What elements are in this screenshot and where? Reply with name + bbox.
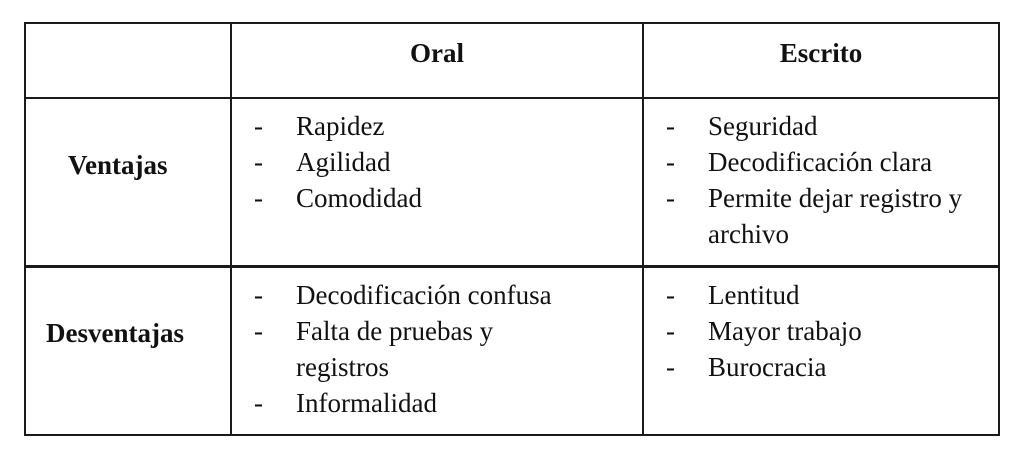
list-ventajas-oral [232,108,642,216]
list-desventajas-escrito [644,277,998,385]
dash-bullet: - [254,316,263,346]
cell-ventajas-escrito [644,108,998,252]
dash-bullet: - [666,280,675,310]
header-cell-escrito [644,40,998,67]
cell-ventajas-oral [232,108,642,216]
dash-bullet: - [254,183,263,213]
list-item-text: Falta de pruebas y registros [296,316,494,382]
comparison-table [24,22,1000,436]
row-label-desventajas [46,320,230,347]
list-item [232,313,546,385]
list-item [644,144,998,180]
cell-desventajas-escrito [644,277,998,385]
list-item-text: Rapidez [296,111,385,141]
dash-bullet: - [254,111,263,141]
list-item-text: Burocracia [708,352,827,382]
list-item-text: Mayor trabajo [708,316,862,346]
list-item-text: Lentitud [708,280,800,310]
list-item [232,108,642,144]
header-cell-oral [232,40,642,67]
dash-bullet: - [254,147,263,177]
list-item-text: Comodidad [296,183,422,213]
list-desventajas-oral [232,277,642,421]
list-item-text: Permite dejar registro y archivo [708,183,963,249]
dash-bullet: - [666,147,675,177]
list-item [232,277,642,313]
list-item [644,277,998,313]
dash-bullet: - [254,388,263,418]
dash-bullet: - [254,280,263,310]
list-ventajas-escrito [644,108,998,252]
list-item-text: Decodificación confusa [296,280,552,310]
list-item [232,180,642,216]
list-item [644,313,998,349]
list-item [232,144,642,180]
dash-bullet: - [666,316,675,346]
dash-bullet: - [666,183,675,213]
header-corner-cell [26,24,230,97]
header-divider [24,97,1000,99]
list-item-text: Agilidad [296,147,391,177]
dash-bullet: - [666,352,675,382]
header-escrito-label: Escrito [779,38,863,68]
table-border-bottom [24,434,1000,436]
row-label-ventajas [68,152,228,179]
row-label-ventajas-text: Ventajas [68,150,168,180]
list-item [644,180,998,252]
row-label-desventajas-text: Desventajas [46,318,184,348]
list-item [232,385,642,421]
row-divider [24,265,1000,268]
header-oral-label: Oral [410,38,464,68]
table-border-right [998,22,1000,436]
cell-desventajas-oral [232,277,642,421]
dash-bullet: - [666,111,675,141]
list-item-text: Decodificación clara [708,147,933,177]
list-item-text: Seguridad [708,111,818,141]
list-item [644,349,998,385]
list-item-text: Informalidad [296,388,437,418]
list-item [644,108,998,144]
